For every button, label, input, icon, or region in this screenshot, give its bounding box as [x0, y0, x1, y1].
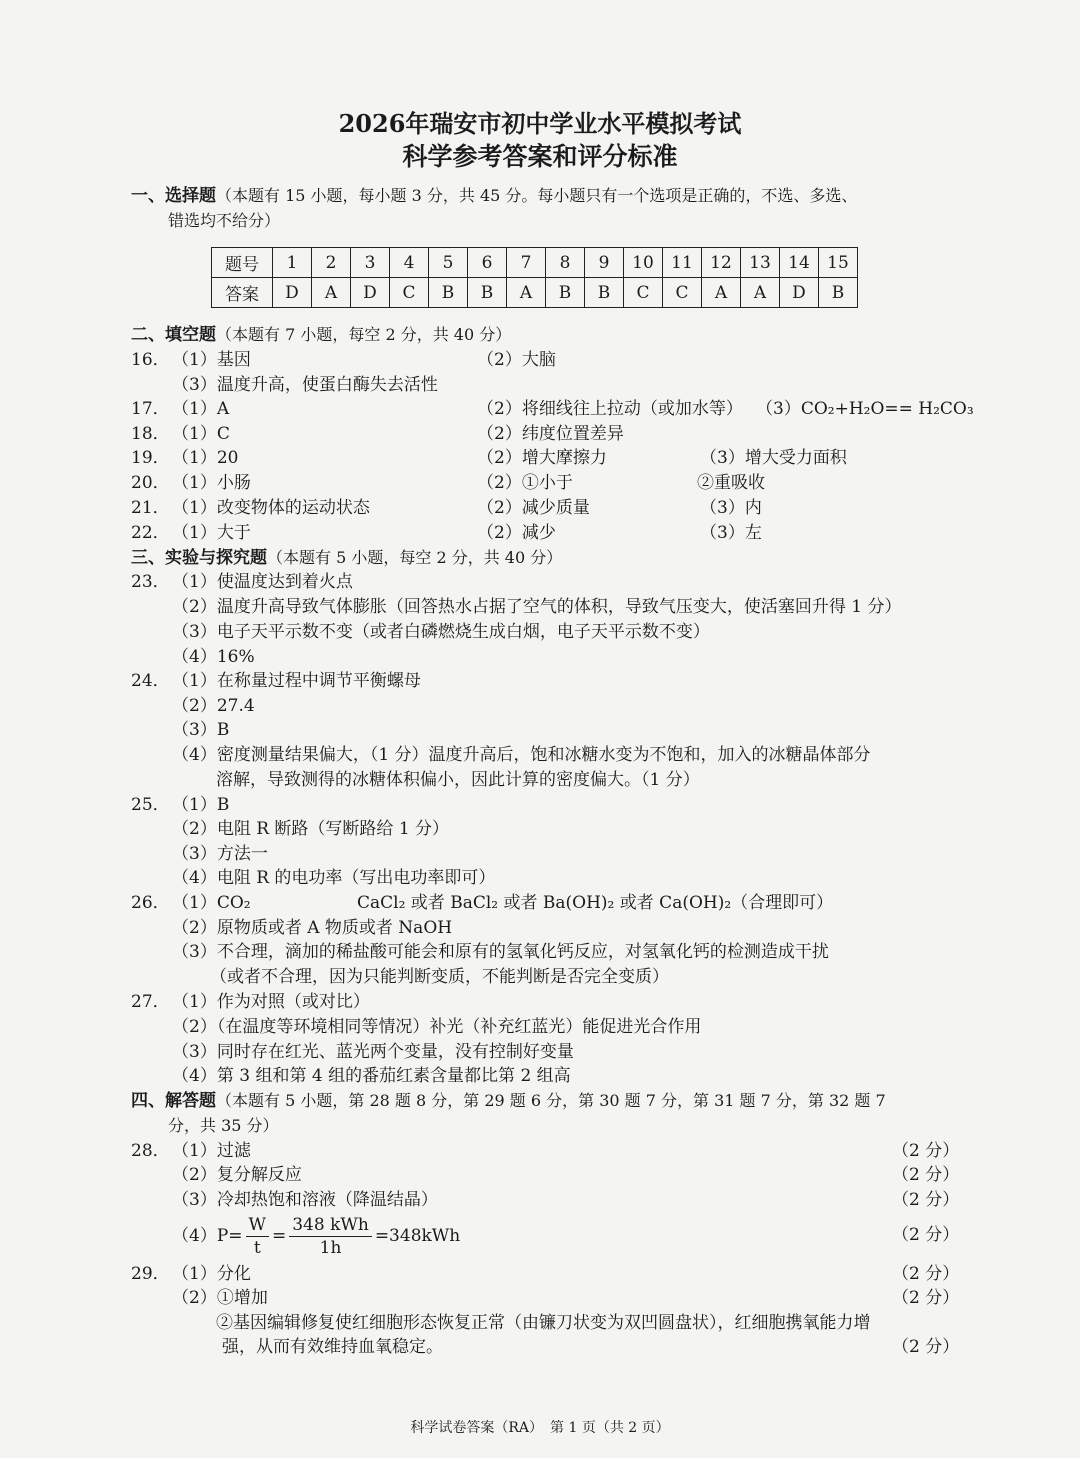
q19-answer-1: （1）20	[172, 448, 239, 468]
q19-number: 19．	[131, 448, 170, 468]
q22-answer-3: （3）左	[700, 523, 762, 543]
q24-answer-3: （3）B	[172, 720, 230, 740]
table-cell-number: 8	[546, 248, 585, 278]
section2-heading-line	[131, 323, 511, 347]
fraction-numerator: W	[246, 1214, 269, 1237]
section2-note: （本题有 7 小题，每空 2 分，共 40 分）	[216, 325, 512, 344]
q24-answer-4: （4）密度测量结果偏大，（1 分）温度升高后，饱和冰糖水变为不饱和，加入的冰糖晶体部分	[172, 745, 871, 765]
q21-answer-2: （2）减少质量	[477, 498, 590, 518]
table-cell-answer: B	[468, 278, 507, 308]
q25-number: 25．	[131, 795, 170, 815]
page-footer: 科学试卷答案（RA） 第 1 页（共 2 页）	[410, 1420, 670, 1436]
q28-score-3: （2 分）	[892, 1190, 960, 1210]
q25-answer-2: （2）电阻 R 断路（写断路给 1 分）	[172, 819, 450, 839]
q28-score-1: （2 分）	[892, 1141, 960, 1161]
answer-table-number-row	[212, 248, 858, 278]
q23-answer-1: （1）使温度达到着火点	[172, 572, 353, 592]
table-cell-answer: A	[741, 278, 780, 308]
table-cell-answer: A	[312, 278, 351, 308]
answer-table-answer-row	[212, 278, 858, 308]
q26-answer-3-cont: （或者不合理，因为只能判断变质，不能判断是否完全变质）	[210, 967, 669, 987]
section1-note: （本题有 15 小题，每小题 3 分，共 45 分。每小题只有一个选项是正确的，不选、多选、	[216, 186, 858, 205]
q22-number: 22．	[131, 523, 170, 543]
section4-note-cont: 分，共 35 分）	[168, 1116, 279, 1135]
section2-heading: 二、填空题	[131, 325, 216, 345]
q18-answer-1: （1）C	[172, 424, 230, 444]
q28-answer-3: （3）冷却热饱和溶液（降温结晶）	[172, 1190, 438, 1210]
table-cell-answer: B	[546, 278, 585, 308]
q19-answer-3: （3）增大受力面积	[700, 448, 847, 468]
table-cell-number: 6	[468, 248, 507, 278]
table-cell-answer: B	[585, 278, 624, 308]
page-subtitle: 科学参考答案和评分标准	[402, 142, 678, 171]
q29-score-1: （2 分）	[892, 1264, 960, 1284]
q22-answer-1: （1）大于	[172, 523, 251, 543]
q17-answer-2: （2）将细线往上拉动（或加水等）	[477, 399, 743, 419]
q29-score-3: （2 分）	[892, 1337, 960, 1357]
q24-answer-2: （2）27.4	[172, 696, 255, 716]
section3-heading: 三、实验与探究题	[131, 548, 267, 568]
section3-note: （本题有 5 小题，每空 2 分，共 40 分）	[267, 548, 563, 567]
table-cell-number: 9	[585, 248, 624, 278]
q26-answer-2: （2）原物质或者 A 物质或者 NaOH	[172, 918, 453, 938]
formula-equals: =	[271, 1226, 287, 1246]
table-cell-number: 13	[741, 248, 780, 278]
q21-answer-1: （1）改变物体的运动状态	[172, 498, 370, 518]
q23-number: 23．	[131, 572, 170, 592]
q28-answer-2: （2）复分解反应	[172, 1165, 302, 1185]
q28-score-2: （2 分）	[892, 1165, 960, 1185]
q23-answer-3: （3）电子天平示数不变（或者白磷燃烧生成白烟，电子天平示数不变）	[172, 622, 710, 642]
q29-answer-3-cont: 强，从而有效维持血氧稳定。	[222, 1337, 443, 1357]
q29-answer-1: （1）分化	[172, 1264, 251, 1284]
q17-answer-3: （3）CO₂+H₂O== H₂CO₃	[756, 399, 974, 419]
q20-answer-1: （1）小肠	[172, 473, 251, 493]
fraction-denominator: t	[253, 1238, 261, 1258]
q21-number: 21．	[131, 498, 170, 518]
q28-answer-1: （1）过滤	[172, 1141, 251, 1161]
section3-heading-line	[131, 546, 562, 570]
q27-answer-2: （2）（在温度等环境相同等情况）补光（补充红蓝光）能促进光合作用	[172, 1017, 702, 1037]
table-cell-number: 14	[780, 248, 819, 278]
fraction-denominator: 1h	[319, 1238, 342, 1258]
formula-result: =348kWh	[374, 1226, 461, 1246]
q20-number: 20．	[131, 473, 170, 493]
fraction-energy-over-time	[289, 1214, 372, 1259]
table-cell-answer: B	[429, 278, 468, 308]
q28-answer-4-formula	[172, 1211, 460, 1261]
table-cell-number: 4	[390, 248, 429, 278]
table-row-label: 答案	[212, 278, 273, 308]
section4-note: （本题有 5 小题，第 28 题 8 分，第 29 题 6 分，第 30 题 7 分，第 31 题 7 分，第 32 题 7	[216, 1091, 886, 1110]
q29-score-2: （2 分）	[892, 1288, 960, 1308]
q18-number: 18．	[131, 424, 170, 444]
fraction-w-over-t	[246, 1214, 269, 1259]
q29-answer-2: （2）①增加	[172, 1288, 268, 1308]
table-cell-number: 11	[663, 248, 702, 278]
q26-answer-1b: CaCl₂ 或者 BaCl₂ 或者 Ba(OH)₂ 或者 Ca(OH)₂（合理即可）	[357, 893, 834, 913]
table-cell-answer: A	[507, 278, 546, 308]
q22-answer-2: （2）减少	[477, 523, 556, 543]
q26-answer-1: （1）CO₂	[172, 893, 251, 913]
answer-table	[211, 247, 858, 308]
table-cell-number: 5	[429, 248, 468, 278]
section4-heading: 四、解答题	[131, 1091, 216, 1111]
table-cell-answer: D	[351, 278, 390, 308]
table-cell-answer: C	[663, 278, 702, 308]
table-cell-number: 2	[312, 248, 351, 278]
table-cell-answer: B	[819, 278, 858, 308]
table-cell-answer: D	[273, 278, 312, 308]
table-cell-answer: A	[702, 278, 741, 308]
q27-answer-4: （4）第 3 组和第 4 组的番茄红素含量都比第 2 组高	[172, 1066, 571, 1086]
q18-answer-2: （2）纬度位置差异	[477, 424, 624, 444]
table-cell-number: 15	[819, 248, 858, 278]
section1-note-cont: 错选均不给分）	[168, 211, 281, 230]
fraction-numerator: 348 kWh	[289, 1214, 372, 1237]
section1-heading-line	[131, 184, 857, 208]
q16-answer-2: （2）大脑	[477, 350, 556, 370]
q27-answer-3: （3）同时存在红光、蓝光两个变量，没有控制好变量	[172, 1042, 574, 1062]
table-row-label: 题号	[212, 248, 273, 278]
q28-number: 28．	[131, 1141, 170, 1161]
q27-number: 27．	[131, 992, 170, 1012]
q24-answer-4-cont: 溶解，导致测得的冰糖体积偏小，因此计算的密度偏大。（1 分）	[216, 770, 700, 790]
q25-answer-3: （3）方法一	[172, 844, 268, 864]
table-cell-number: 10	[624, 248, 663, 278]
q27-answer-1: （1）作为对照（或对比）	[172, 992, 370, 1012]
q17-number: 17．	[131, 399, 170, 419]
q21-answer-3: （3）内	[700, 498, 762, 518]
q24-number: 24．	[131, 671, 170, 691]
q23-answer-2: （2）温度升高导致气体膨胀（回答热水占据了空气的体积，导致气压变大，使活塞回升得 1 分）	[172, 597, 902, 617]
table-cell-answer: C	[624, 278, 663, 308]
q20-answer-3: ②重吸收	[697, 473, 765, 493]
q29-number: 29．	[131, 1264, 170, 1284]
q29-answer-3: ②基因编辑修复使红细胞形态恢复正常（由镰刀状变为双凹圆盘状），红细胞携氧能力增	[216, 1313, 871, 1333]
page-title: 2026年瑞安市初中学业水平模拟考试	[338, 109, 742, 138]
table-cell-answer: D	[780, 278, 819, 308]
q26-number: 26．	[131, 893, 170, 913]
q20-answer-2: （2）①小于	[477, 473, 573, 493]
q23-answer-4: （4）16%	[172, 647, 255, 667]
q28-score-4: （2 分）	[892, 1225, 960, 1245]
q16-answer-1: （1）基因	[172, 350, 251, 370]
q19-answer-2: （2）增大摩擦力	[477, 448, 607, 468]
q24-answer-1: （1）在称量过程中调节平衡螺母	[172, 671, 421, 691]
table-cell-number: 12	[702, 248, 741, 278]
section4-heading-line	[131, 1089, 886, 1113]
q26-answer-3: （3）不合理，滴加的稀盐酸可能会和原有的氢氧化钙反应，对氢氧化钙的检测造成干扰	[172, 942, 829, 962]
table-cell-number: 7	[507, 248, 546, 278]
table-cell-number: 3	[351, 248, 390, 278]
q17-answer-1: （1）A	[172, 399, 230, 419]
q16-number: 16．	[131, 350, 170, 370]
section1-heading: 一、选择题	[131, 186, 216, 206]
table-cell-number: 1	[273, 248, 312, 278]
q25-answer-1: （1）B	[172, 795, 230, 815]
q16-answer-3: （3）温度升高，使蛋白酶失去活性	[172, 375, 438, 395]
table-cell-answer: C	[390, 278, 429, 308]
q25-answer-4: （4）电阻 R 的电功率（写出电功率即可）	[172, 868, 496, 888]
formula-prefix: （4）P=	[172, 1226, 243, 1246]
